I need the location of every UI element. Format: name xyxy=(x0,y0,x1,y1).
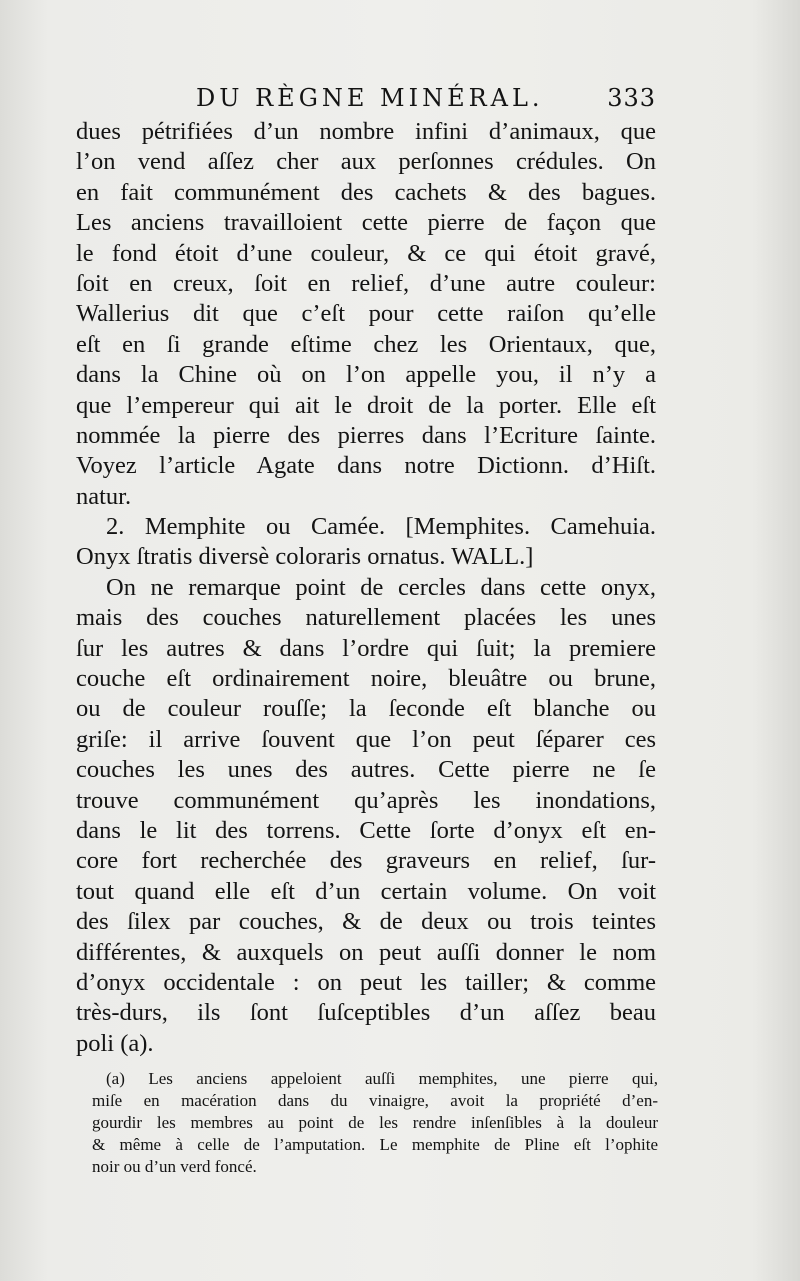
text-line: poli (a). xyxy=(76,1029,154,1057)
text-line: mais des couches naturellement placées les unes xyxy=(76,604,656,632)
text-line: l’on vend aſſez cher aux perſonnes crédules. On xyxy=(76,148,656,176)
text-line: Wallerius dit que c’eſt pour cette raiſon qu’elle xyxy=(76,300,656,328)
text-line: On ne remarque point de cercles dans cette onyx, xyxy=(106,573,656,601)
page-header xyxy=(196,84,656,120)
text-line: des ſilex par couches, & de deux ou trois teintes xyxy=(76,908,656,936)
text-line: dans la Chine où on l’on appelle you, il n’y a xyxy=(76,361,656,389)
footnote-line: (a) Les anciens appeloient auſſi memphites, une pierre qui, xyxy=(106,1069,658,1088)
footnote-line: noir ou d’un verd foncé. xyxy=(92,1157,257,1176)
text-line: eſt en ſi grande eſtime chez les Orientaux, que, xyxy=(76,330,656,358)
text-line: d’onyx occidentale : on peut les tailler; & comme xyxy=(76,968,656,996)
body-text xyxy=(76,117,656,1059)
text-line: Les anciens travailloient cette pierre de façon que xyxy=(76,209,656,237)
text-line: griſe: il arrive ſouvent que l’on peut ſéparer ces xyxy=(76,725,656,753)
text-line: natur. xyxy=(76,482,132,510)
footnote-line: miſe en macération dans du vinaigre, avoit la propriété d’en- xyxy=(92,1091,658,1110)
running-title: DU RÈGNE MINÉRAL. xyxy=(196,84,544,112)
text-line: très-durs, ils ſont ſuſceptibles d’un aſſez beau xyxy=(76,999,656,1027)
section-heading-line: 2. Memphite ou Camée. [Memphites. Camehuia. xyxy=(106,513,656,541)
page-number: 333 xyxy=(607,84,656,112)
text-line: ſoit en creux, ſoit en relief, d’une autre couleur: xyxy=(76,269,656,297)
text-line: Voyez l’article Agate dans notre Dictionn. d’Hiſt. xyxy=(76,452,656,480)
text-line: différentes, & auxquels on peut auſſi donner le nom xyxy=(76,938,656,966)
footnote-line: gourdir les membres au point de les rendre inſenſibles à la douleur xyxy=(92,1113,658,1132)
text-line: nommée la pierre des pierres dans l’Ecriture ſainte. xyxy=(76,421,656,449)
text-line: ou de couleur rouſſe; la ſeconde eſt blanche ou xyxy=(76,695,656,723)
footnote-line: & même à celle de l’amputation. Le memphite de Pline eſt l’ophite xyxy=(92,1135,658,1154)
text-line: trouve communément qu’après les inondations, xyxy=(76,786,656,814)
text-line: dues pétrifiées d’un nombre infini d’animaux, que xyxy=(76,118,656,145)
text-line: couches les unes des autres. Cette pierre ne ſe xyxy=(76,756,656,784)
text-line: dans le lit des torrens. Cette ſorte d’onyx eſt en- xyxy=(76,816,656,844)
section-heading-line: Onyx ſtratis diversè coloraris ornatus. WALL.] xyxy=(76,543,534,571)
footnote xyxy=(92,1068,658,1178)
text-line: tout quand elle eſt d’un certain volume. On voit xyxy=(76,877,656,905)
text-line: le fond étoit d’une couleur, & ce qui étoit gravé, xyxy=(76,239,656,267)
text-line: ſur les autres & dans l’ordre qui ſuit; la premiere xyxy=(76,634,656,662)
text-line: en fait communément des cachets & des bagues. xyxy=(76,178,656,206)
text-line: que l’empereur qui ait le droit de la porter. Elle eſt xyxy=(76,391,656,419)
text-line: core fort recherchée des graveurs en relief, ſur- xyxy=(76,847,656,875)
text-line: couche eſt ordinairement noire, bleuâtre ou brune, xyxy=(76,665,656,693)
